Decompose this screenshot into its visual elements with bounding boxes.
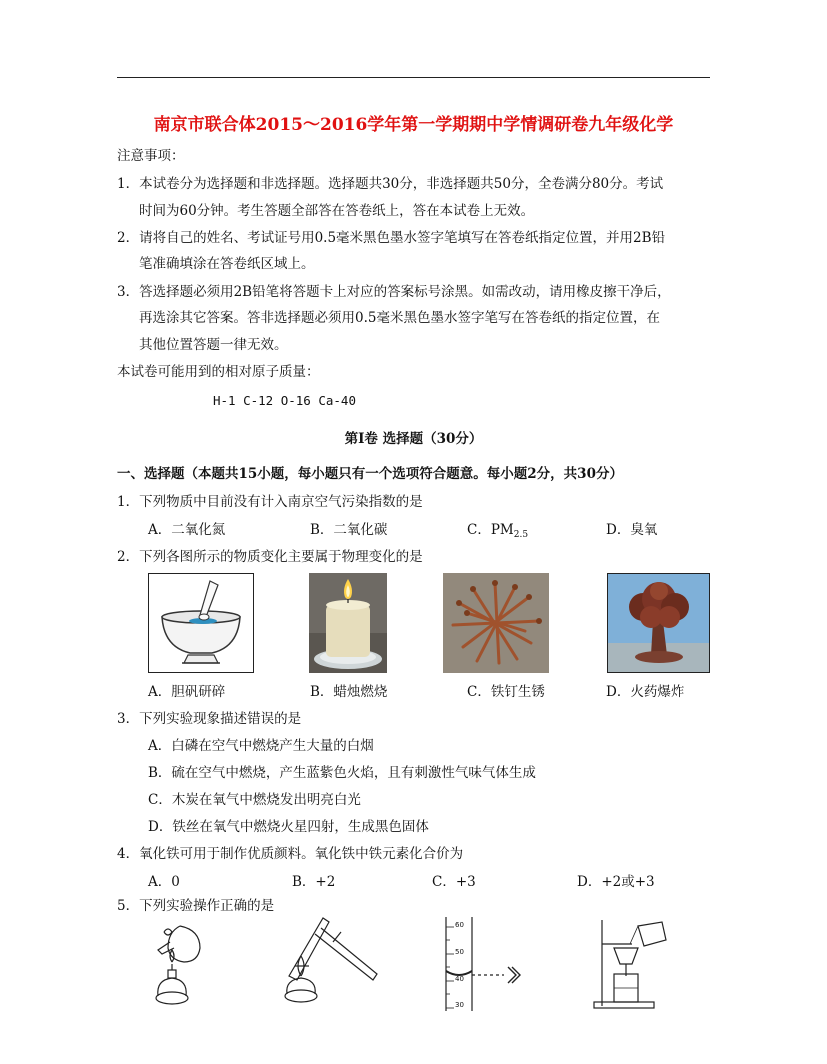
note-3-line-3: 其他位置答题一律无效。	[139, 337, 288, 353]
rusty-nails-image	[443, 573, 549, 673]
notes-heading: 注意事项：	[117, 148, 185, 164]
q1-stem: 1．下列物质中目前没有计入南京空气污染指数的是	[117, 494, 423, 510]
q2-stem: 2．下列各图所示的物质变化主要属于物理变化的是	[117, 549, 423, 565]
q2-option-a: A．胆矾研碎	[148, 684, 226, 700]
q1-option-b: B．二氧化碳	[310, 522, 388, 538]
q4-option-c: C．+3	[432, 874, 476, 890]
part-heading: 一、选择题（本题共15小题，每小题只有一个选项符合题意。每小题2分，共30分）	[117, 466, 623, 482]
cylinder-tick-30: 30	[455, 1001, 464, 1009]
q2-option-b: B．蜡烛燃烧	[310, 684, 388, 700]
header-rule	[117, 77, 710, 78]
q1-option-c	[467, 522, 528, 543]
cylinder-tick-60: 60	[455, 921, 464, 929]
mortar-pestle-image	[148, 573, 254, 673]
cylinder-tick-40: 40	[455, 975, 464, 983]
q5-stem: 5．下列实验操作正确的是	[117, 898, 275, 914]
q2-option-d: D．火药爆炸	[606, 684, 685, 700]
q3-option-a: A．白磷在空气中燃烧产生大量的白烟	[148, 738, 374, 754]
q4-stem: 4．氧化铁可用于制作优质颜料。氧化铁中铁元素化合价为	[117, 846, 464, 862]
exam-title: 南京市联合体2015～2016学年第一学期期中学情调研卷九年级化学	[153, 115, 674, 135]
section-heading: 第Ⅰ卷 选择题（30分）	[344, 431, 483, 447]
q3-option-c: C．木炭在氧气中燃烧发出明亮白光	[148, 792, 361, 808]
q4-option-a: A．0	[148, 874, 180, 890]
note-2-line-1: 2．请将自己的姓名、考试证号用0.5毫米黑色墨水签字笔填写在答卷纸指定位置，并用2B铅	[117, 230, 666, 246]
q3-option-d: D．铁丝在氧气中燃烧火星四射，生成黑色固体	[148, 819, 429, 835]
candle-image	[309, 573, 387, 673]
note-1-line-1: 1．本试卷分为选择题和非选择题。选择题共30分，非选择题共50分，全卷满分80分。考试	[117, 176, 664, 192]
cylinder-tick-50: 50	[455, 948, 464, 956]
note-2-line-2: 笔准确填涂在答卷纸区域上。	[139, 256, 315, 272]
q1-option-c-subscript: 2.5	[513, 530, 529, 540]
q1-option-a: A．二氧化氮	[148, 522, 226, 538]
q3-stem: 3．下列实验现象描述错误的是	[117, 711, 302, 727]
q4-option-b: B．+2	[292, 874, 336, 890]
pouring-liquid-figure	[592, 918, 672, 1010]
q1-option-d: D．臭氧	[606, 522, 658, 538]
heating-test-tube-figure	[275, 912, 385, 1008]
q3-option-b: B．硫在空气中燃烧，产生蓝紫色火焰，且有刺激性气味气体生成	[148, 765, 536, 781]
q1-option-c-main: C．PM	[467, 522, 514, 538]
atomic-mass-label: 本试卷可能用到的相对原子质量：	[117, 364, 320, 380]
alcohol-lamp-lighting-figure	[150, 922, 210, 1010]
atomic-mass-values: H-1 C-12 O-16 Ca-40	[213, 393, 356, 408]
q2-option-c: C．铁钉生锈	[467, 684, 545, 700]
note-3-line-2: 再选涂其它答案。答非选择题必须用0.5毫米黑色墨水签字笔写在答卷纸的指定位置，在	[139, 310, 660, 326]
note-3-line-1: 3．答选择题必须用2B铅笔将答题卡上对应的答案标号涂黑。如需改动，请用橡皮擦干净后，	[117, 284, 671, 300]
explosion-image	[607, 573, 710, 673]
note-1-line-2: 时间为60分钟。考生答题全部答在答卷纸上，答在本试卷上无效。	[139, 203, 535, 219]
q4-option-d: D．+2或+3	[577, 874, 655, 890]
graduated-cylinder-figure	[438, 915, 528, 1011]
